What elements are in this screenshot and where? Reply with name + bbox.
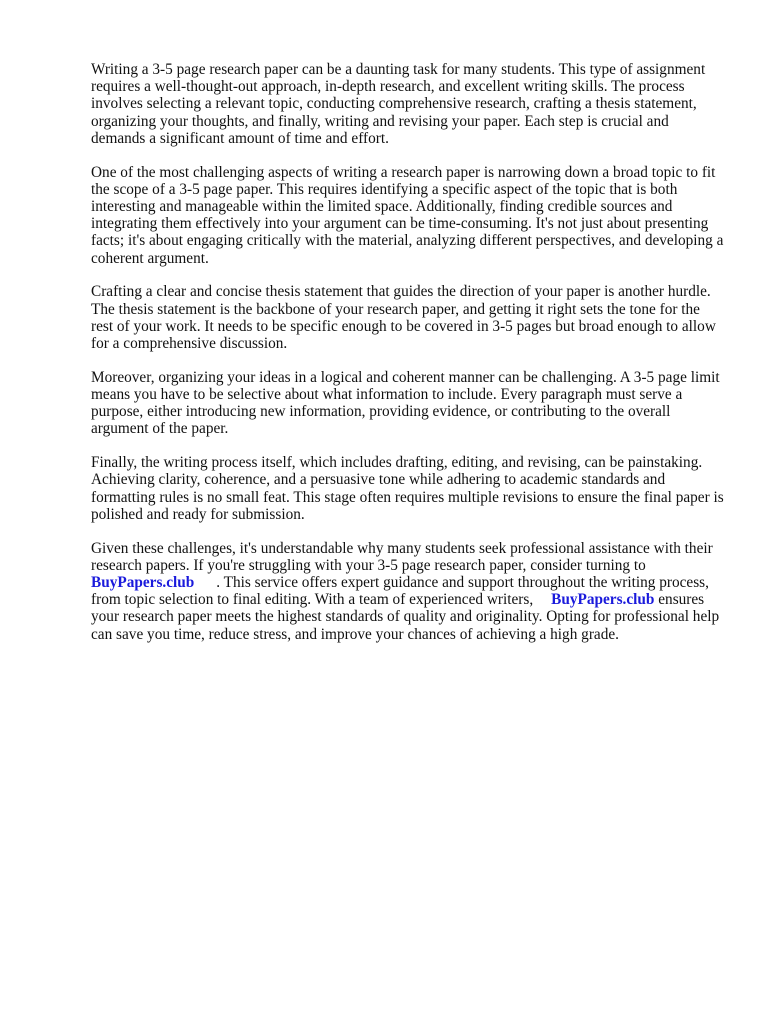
- paragraph-topic-scope: One of the most challenging aspects of writing a research paper is narrowing down a broad topic to fit the scope of a 3-5 page paper. This requires identifying a specific aspect of the topic that is both interesting and manageable within the limited space. Additionally, finding credible sources and integrating them effectively into your argument can be time-consuming. It's not just about presenting facts; it's about engaging critically with the material, analyzing different perspectives, and developing a coherent argument.: [91, 163, 724, 267]
- paragraph-intro: Writing a 3-5 page research paper can be a daunting task for many students. This type of assignment requires a well-thought-out approach, in-depth research, and excellent writing skills. The process involves selecting a relevant topic, conducting comprehensive research, crafting a thesis statement, organizing your thoughts, and finally, writing and revising your paper. Each step is crucial and demands a significant amount of time and effort.: [91, 61, 706, 147]
- closing-text-3: ensures your research paper meets the highest standards of quality and originality. Opting for professional help can save you time, reduce stress, and improve your chances of achieving a high grade.: [91, 591, 720, 643]
- buypapers-link-1[interactable]: BuyPapers.club: [91, 574, 195, 592]
- closing-text-2: . This service offers expert guidance and support throughout the writing process, from topic selection to final editing. With a team of experienced writers,: [91, 574, 709, 609]
- paragraph-writing-process: Finally, the writing process itself, which includes drafting, editing, and revising, can be painstaking. Achieving clarity, coherence, and a persuasive tone while adhering to academic standards and formatting rules is no small feat. This stage often requires multiple revisions to ensure the final paper is polished and ready for submission.: [91, 454, 724, 523]
- document-body: [91, 61, 725, 659]
- paragraph-organization: Moreover, organizing your ideas in a logical and coherent manner can be challenging. A 3-5 page limit means you have to be selective about what information to include. Every paragraph must serve a purpose, either introducing new information, providing evidence, or contributing to the overall argument of the paper.: [91, 368, 720, 438]
- closing-text-1: Given these challenges, it's understandable why many students seek professional assistance with their research papers. If you're struggling with your 3-5 page research paper, consider turning to: [91, 539, 713, 574]
- paragraph-thesis: Crafting a clear and concise thesis statement that guides the direction of your paper is another hurdle. The thesis statement is the backbone of your research paper, and getting it right sets the tone for the rest of your work. It needs to be specific enough to be covered in 3-5 pages but broad enough to allow for a comprehensive discussion.: [91, 283, 716, 353]
- buypapers-link-2[interactable]: BuyPapers.club: [551, 591, 655, 609]
- paragraph-closing: [91, 540, 725, 643]
